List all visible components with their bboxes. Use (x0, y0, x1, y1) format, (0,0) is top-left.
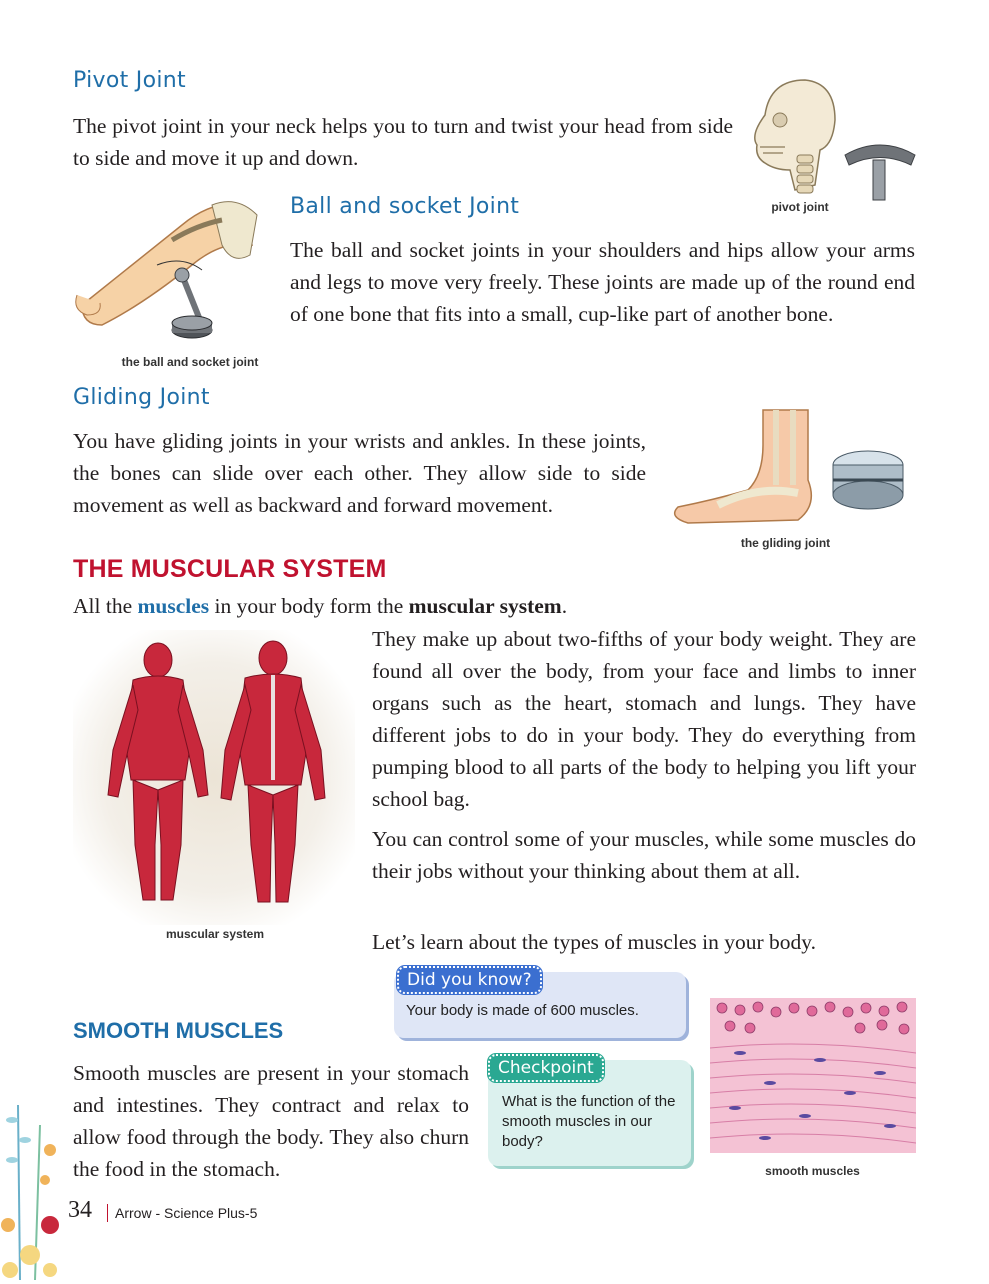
gliding-joint-heading: Gliding Joint (73, 385, 210, 410)
intro-text-c: . (561, 594, 568, 618)
muscular-system-image (73, 630, 355, 925)
intro-text-b: in your body form the (214, 594, 404, 618)
keyword-muscles: muscles (137, 594, 210, 618)
smooth-muscle-image (710, 998, 916, 1153)
smooth-muscles-title: SMOOTH MUSCLES (73, 1018, 284, 1043)
pivot-joint-text: The pivot joint in your neck helps you to turn and twist your head from side to side and move it up and down. (73, 114, 733, 170)
did-you-know-text: Your body is made of 600 muscles. (406, 1002, 639, 1019)
smooth-muscle-caption: smooth muscles (765, 1164, 860, 1178)
gliding-joint-text: You have gliding joints in your wrists and ankles. In these joints, the bones can slide over each other. They allow side to side movement as well as backward and forward movement. (73, 429, 646, 517)
decorative-flowers (0, 1105, 65, 1280)
smooth-muscles-text: Smooth muscles are present in your stomach and intestines. They contract and relax to allow food through the body. They also churn the food in the stomach. (73, 1061, 469, 1181)
gliding-joint-caption: the gliding joint (740, 536, 831, 550)
ball-socket-caption: the ball and socket joint (121, 355, 259, 369)
muscular-system-caption: muscular system (165, 927, 265, 941)
checkpoint-text: What is the function of the smooth muscles in our body? (502, 1093, 676, 1150)
intro-text-a: All the (73, 594, 133, 618)
muscular-para-3: Let’s learn about the types of muscles in your body. (372, 930, 817, 954)
ball-socket-text: The ball and socket joints in your shoulders and hips allow your arms and legs to move very freely. These joints are made up of the round end of one bone that fits into a small, cup-like part of another bone. (290, 238, 915, 326)
muscular-para-2: You can control some of your muscles, while some muscles do their jobs without your thinking about them at all. (372, 827, 916, 883)
did-you-know-tag: Did you know? (397, 966, 542, 994)
muscular-system-intro (73, 590, 933, 622)
ball-socket-heading: Ball and socket Joint (290, 194, 520, 219)
page-number: 34 (68, 1197, 92, 1223)
pivot-joint-image (735, 75, 925, 205)
muscular-para-1: They make up about two-fifths of your body weight. They are found all over the body, from your face and limbs to inner organs such as the heart, stomach and lungs. They have different jobs to do in your body. They do everything from pumping blood to all parts of the body to helping you lift your school bag. (372, 627, 916, 811)
gliding-joint-image (668, 405, 923, 530)
checkpoint-tag: Checkpoint (488, 1054, 604, 1082)
muscular-system-title: THE MUSCULAR SYSTEM (73, 555, 387, 583)
ball-socket-image (72, 185, 267, 350)
footer-divider (107, 1204, 108, 1222)
pivot-joint-heading: Pivot Joint (73, 68, 186, 93)
keyword-muscular-system: muscular system (408, 594, 562, 618)
pivot-joint-caption: pivot joint (771, 200, 829, 214)
book-title: Arrow - Science Plus-5 (115, 1205, 258, 1221)
